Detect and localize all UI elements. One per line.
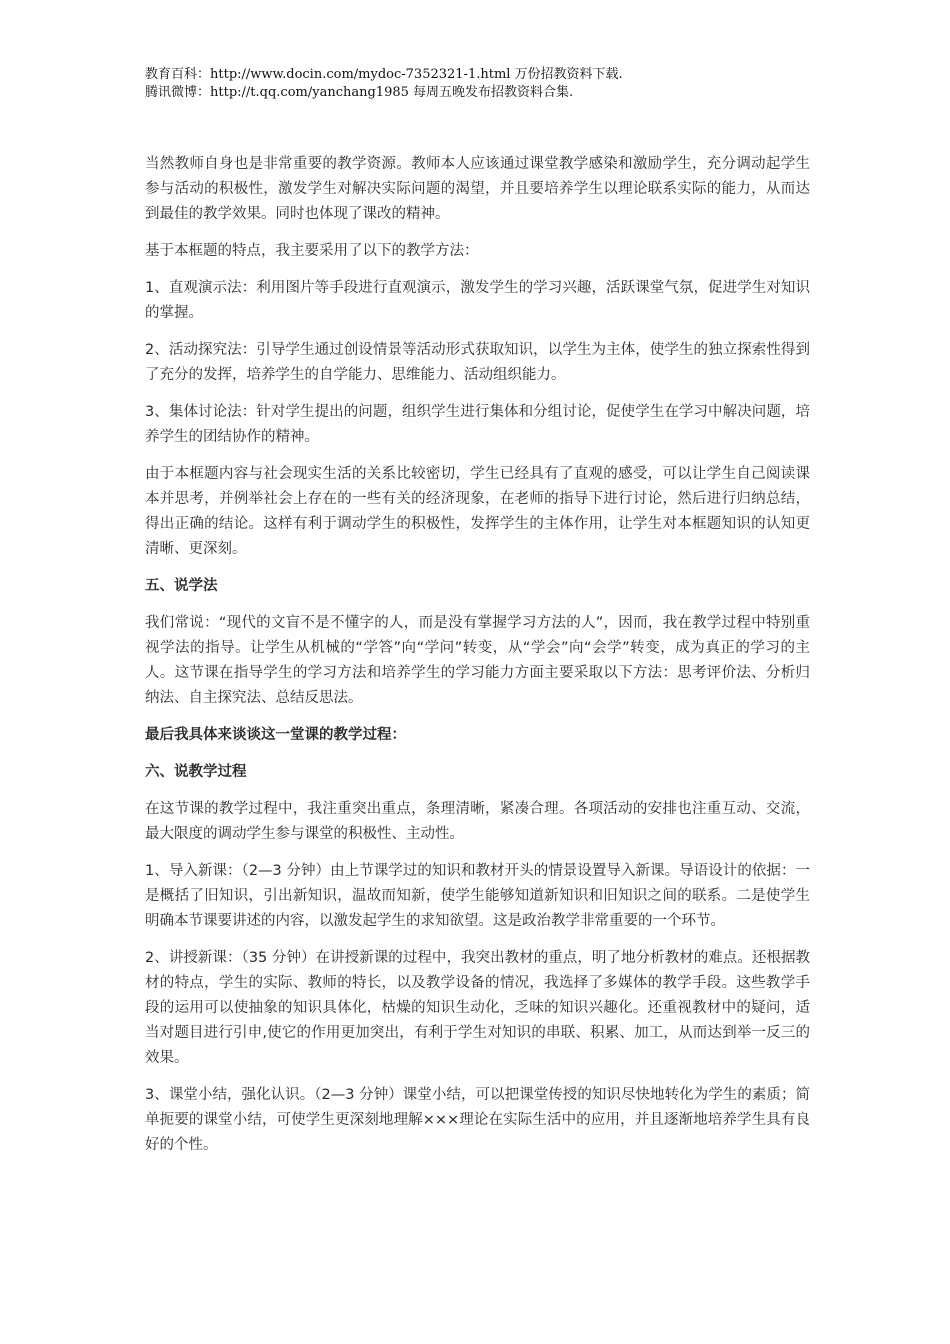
header-line-docin: 教育百科：http://www.docin.com/mydoc-7352321-1.html 万份招教资料下载. [145, 67, 623, 82]
body-paragraph: 2、活动探究法：引导学生通过创设情景等活动形式获取知识，以学生为主体，使学生的独立探索性得到了充分的发挥，培养学生的自学能力、思维能力、活动组织能力。 [145, 342, 810, 383]
body-paragraph: 我们常说：“现代的文盲不是不懂字的人，而是没有掌握学习方法的人”，因而，我在教学过程中特别重视学法的指导。让学生从机械的“学答”向“学问”转变，从“学会”向“会学”转变，成为真正的学习的主人。这节课在指导学生的学习方法和培养学生的学习能力方面主要采取以下方法：思考评价法、分析归纳法、自主探究法、总结反思法。 [145, 615, 810, 706]
body-paragraph: 由于本框题内容与社会现实生活的关系比较密切，学生已经具有了直观的感受，可以让学生自己阅读课本并思考，并例举社会上存在的一些有关的经济现象，在老师的指导下进行讨论，然后进行归纳总结，得出正确的结论。这样有利于调动学生的积极性，发挥学生的主体作用，让学生对本框题知识的认知更清晰、更深刻。 [145, 466, 810, 557]
body-paragraph: 3、课堂小结，强化认识。（2—3 分钟）课堂小结，可以把课堂传授的知识尽快地转化为学生的素质；简单扼要的课堂小结，可使学生更深刻地理解×××理论在实际生活中的应用，并且逐渐地培养学生具有良好的个性。 [145, 1087, 810, 1153]
body-paragraph: 当然教师自身也是非常重要的教学资源。教师本人应该通过课堂教学感染和激励学生，充分调动起学生参与活动的积极性，激发学生对解决实际问题的渴望，并且要培养学生以理论联系实际的能力，从而达到最佳的教学效果。同时也体现了课改的精神。 [145, 156, 810, 222]
body-paragraph: 在这节课的教学过程中，我注重突出重点，条理清晰，紧凑合理。各项活动的安排也注重互动、交流，最大限度的调动学生参与课堂的积极性、主动性。 [145, 801, 810, 842]
section-heading: 六、说教学过程 [145, 764, 247, 780]
body-paragraph: 1、导入新课：（2—3 分钟）由上节课学过的知识和教材开头的情景设置导入新课。导语设计的依据：一是概括了旧知识，引出新知识，温故而知新，使学生能够知道新知识和旧知识之间的联系。二是使学生明确本节课要讲述的内容，以激发起学生的求知欲望。这是政治教学非常重要的一个环节。 [145, 863, 810, 929]
page-header [145, 66, 825, 102]
body-paragraph: 2、讲授新课：（35 分钟）在讲授新课的过程中，我突出教材的重点，明了地分析教材的难点。还根据教材的特点，学生的实际、教师的特长，以及教学设备的情况，我选择了多媒体的教学手段。这些教学手段的运用可以使抽象的知识具体化，枯燥的知识生动化，乏味的知识兴趣化。还重视教材中的疑问，适当对题目进行引申,使它的作用更加突出，有利于学生对知识的串联、积累、加工，从而达到举一反三的效果。 [145, 950, 810, 1066]
body-paragraph: 基于本框题的特点，我主要采用了以下的教学方法： [145, 243, 479, 259]
section-heading: 五、说学法 [145, 578, 218, 594]
document-body [145, 152, 810, 1170]
body-paragraph: 3、集体讨论法：针对学生提出的问题，组织学生进行集体和分组讨论，促使学生在学习中解决问题，培养学生的团结协作的精神。 [145, 404, 810, 445]
section-heading: 最后我具体来谈谈这一堂课的教学过程： [145, 727, 406, 743]
header-line-weibo: 腾讯微博：http://t.qq.com/yanchang1985 每周五晚发布招教资料合集. [145, 85, 574, 100]
body-paragraph: 1、直观演示法：利用图片等手段进行直观演示，激发学生的学习兴趣，活跃课堂气氛，促进学生对知识的掌握。 [145, 280, 810, 321]
